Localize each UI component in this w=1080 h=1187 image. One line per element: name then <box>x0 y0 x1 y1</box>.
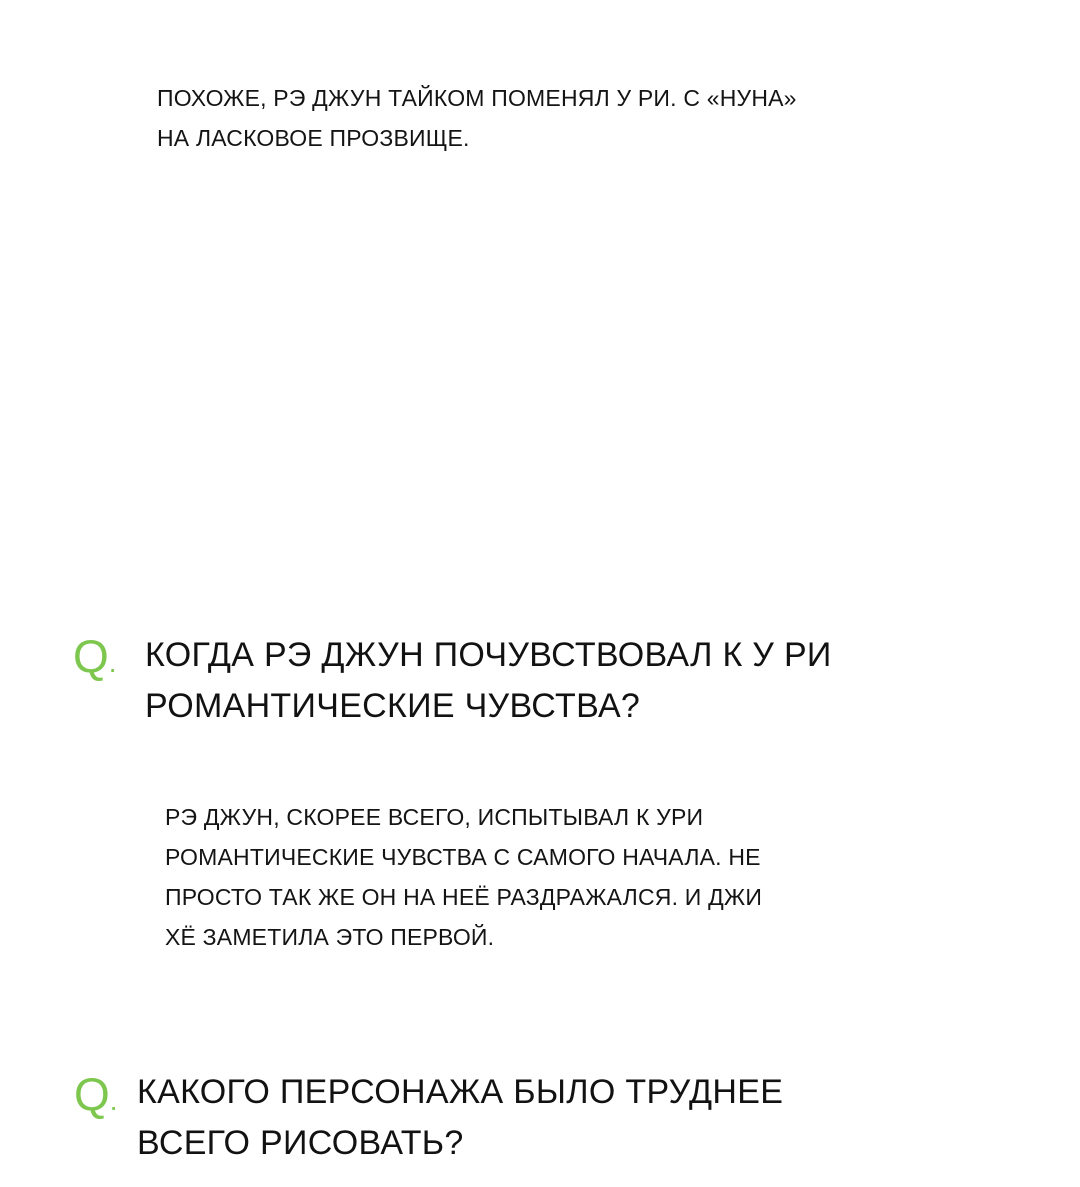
answer-text-1 <box>157 78 797 158</box>
answer-line: ПРОСТО ТАК ЖЕ ОН НА НЕЁ РАЗДРАЖАЛСЯ. И ДЖИ <box>165 884 763 910</box>
answer-line: РОМАНТИЧЕСКИЕ ЧУВСТВА С САМОГО НАЧАЛА. НЕ <box>165 844 761 870</box>
answer-line: НА ЛАСКОВОЕ ПРОЗВИЩЕ. <box>157 125 470 151</box>
question-marker: Q. <box>73 630 116 682</box>
answer-line: ХЁ ЗАМЕТИЛА ЭТО ПЕРВОЙ. <box>165 924 495 950</box>
answer-text-2 <box>165 797 762 957</box>
answer-line: ПОХОЖЕ, РЭ ДЖУН ТАЙКОМ ПОМЕНЯЛ У РИ. С «НУНА» <box>157 85 797 111</box>
question-line: КОГДА РЭ ДЖУН ПОЧУВСТВОВАЛ К У РИ <box>145 636 832 674</box>
question-text <box>137 1067 783 1169</box>
question-line: КАКОГО ПЕРСОНАЖА БЫЛО ТРУДНЕЕ <box>137 1073 784 1111</box>
question-line: РОМАНТИЧЕСКИЕ ЧУВСТВА? <box>145 687 641 725</box>
question-line: ВСЕГО РИСОВАТЬ? <box>137 1124 464 1162</box>
answer-line: РЭ ДЖУН, СКОРЕЕ ВСЕГО, ИСПЫТЫВАЛ К УРИ <box>165 804 704 830</box>
question-text <box>145 630 832 732</box>
question-marker: Q. <box>74 1068 117 1120</box>
